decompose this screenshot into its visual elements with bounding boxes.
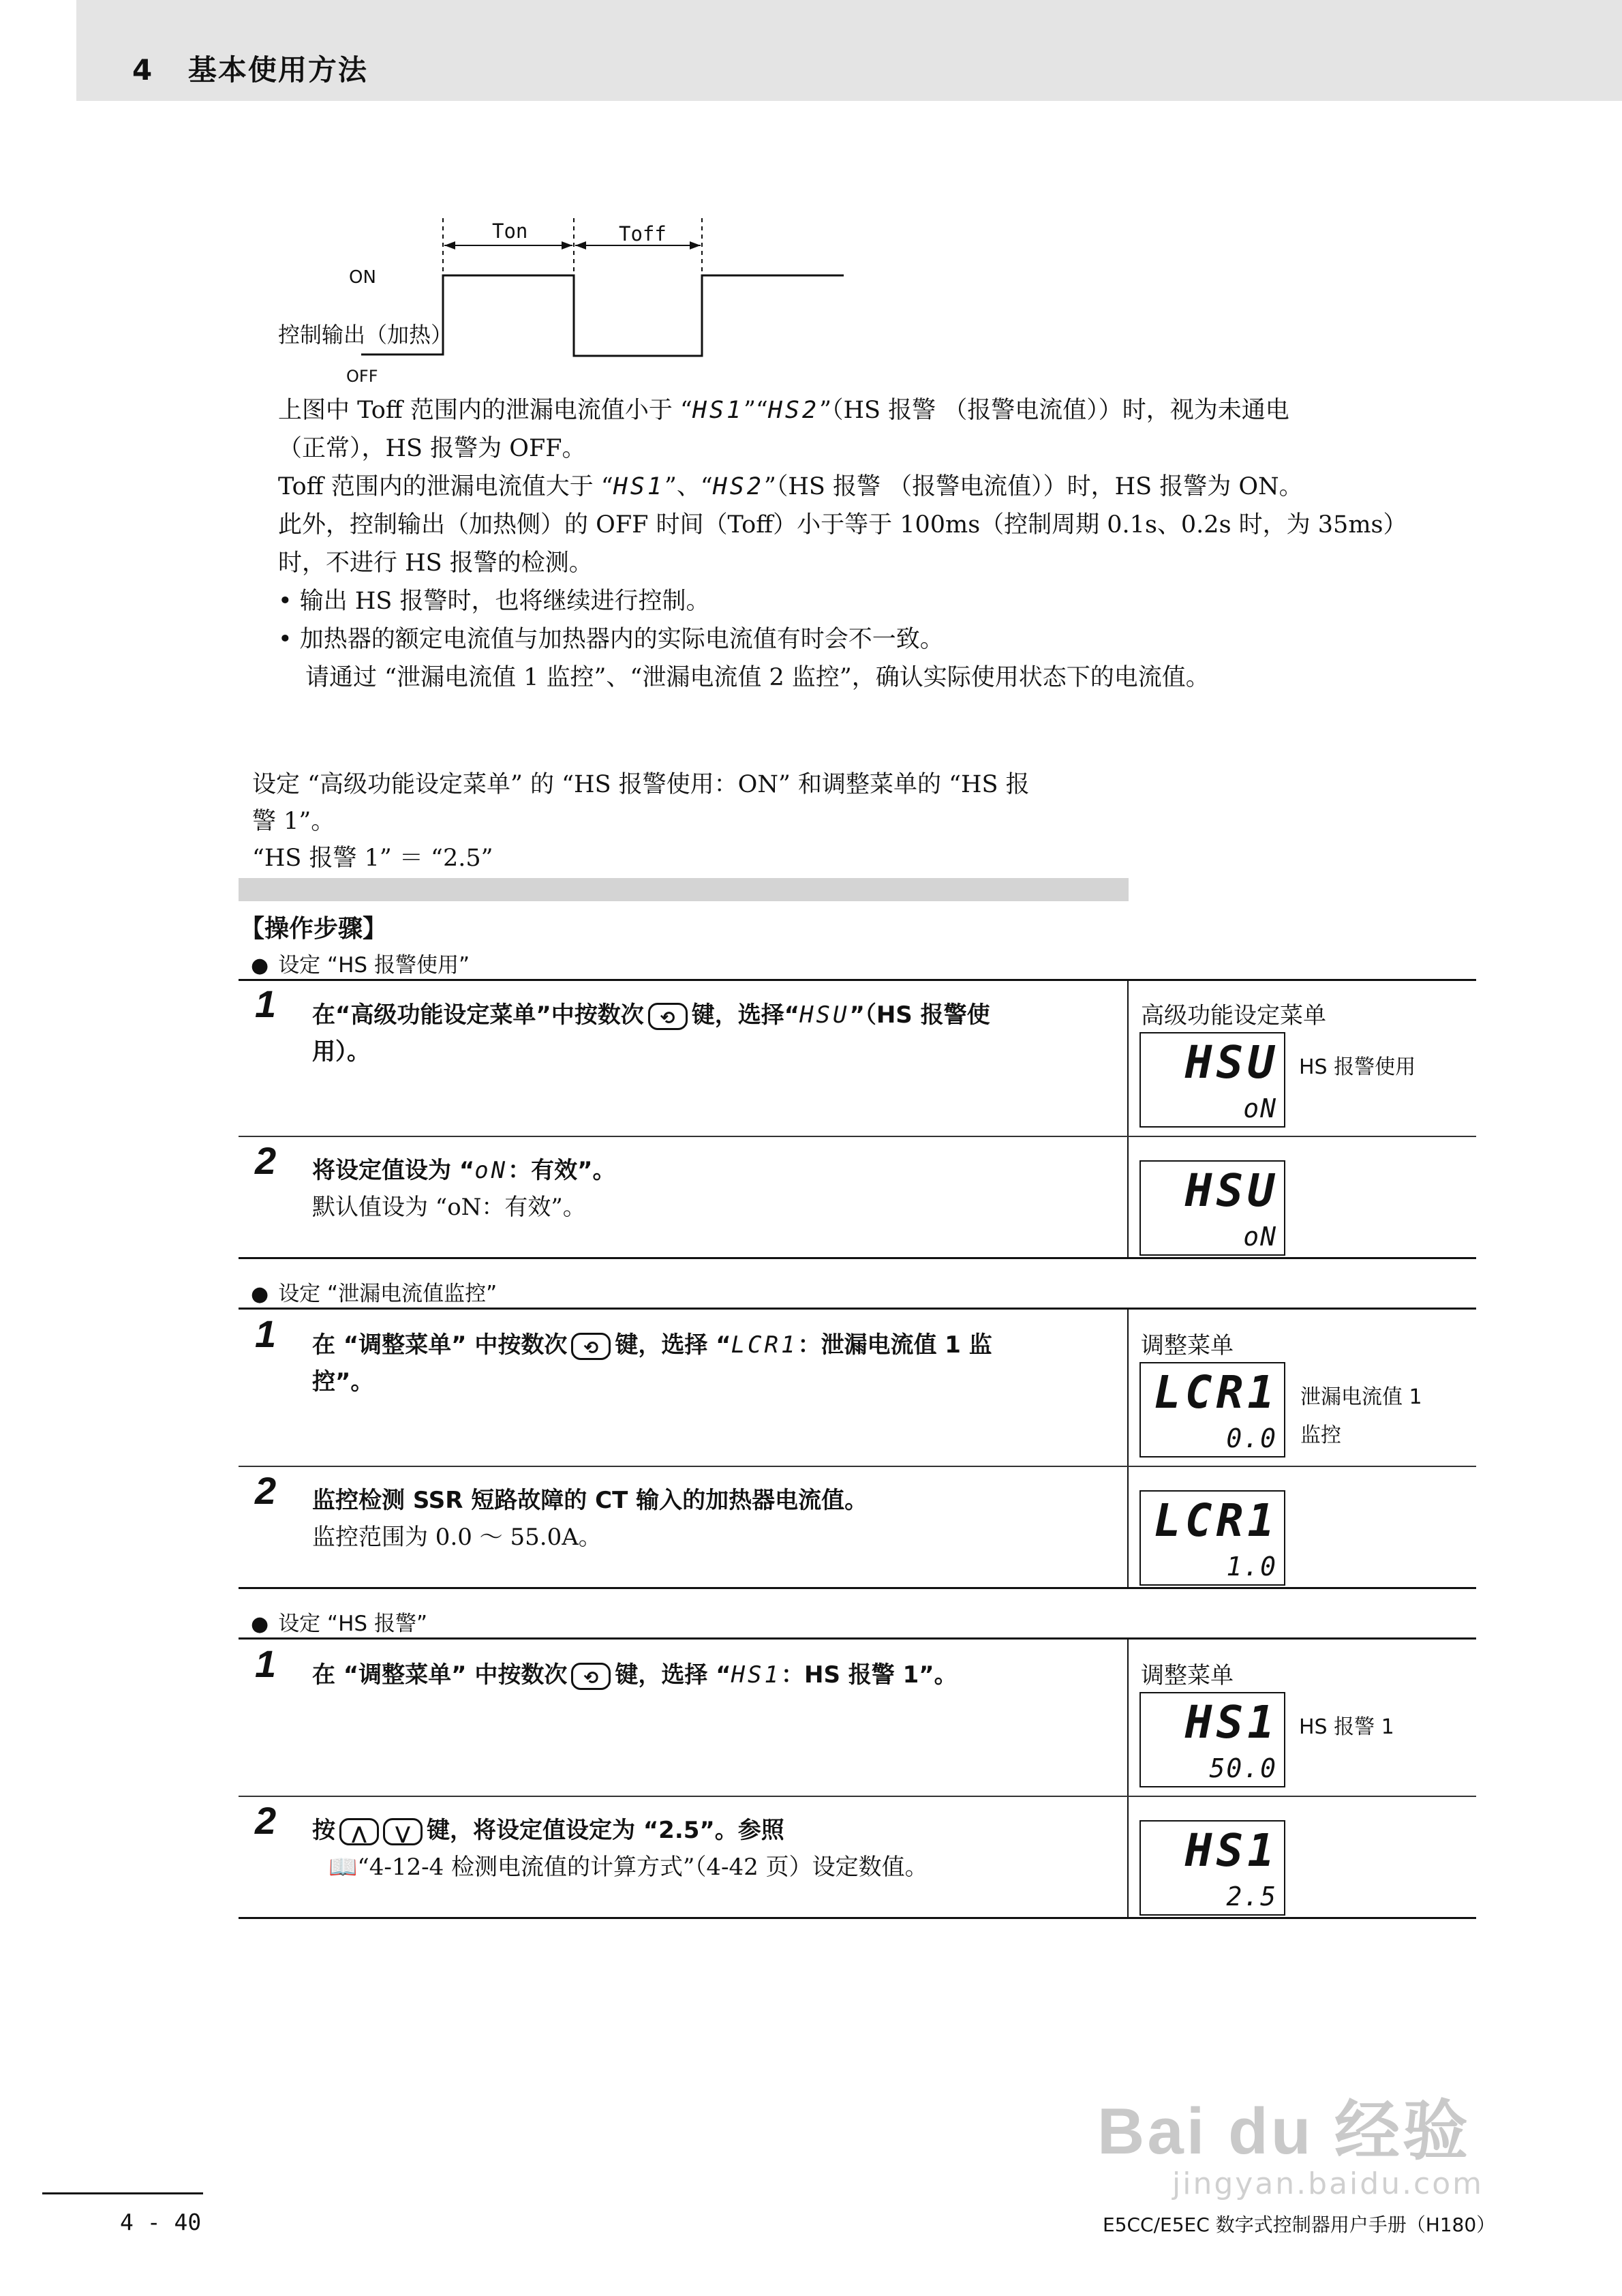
chapter-heading (132, 48, 368, 89)
section-title-hs-alarm: ● 设定 “HS 报警” (251, 1612, 428, 1636)
section-title-leak-monitor: ● 设定 “泄漏电流值监控” (251, 1282, 498, 1306)
paragraph-3: Toff 范围内的泄漏电流值大于 “HS1”、“HS2”（HS 报警 （报警电流值））时，HS 报警为 ON。 (278, 473, 1303, 500)
example-line-3: “HS 报警 1” ＝ “2.5” (252, 845, 493, 872)
toff-arrow-left (575, 241, 586, 250)
watermark-url: jingyan.baidu.com (1172, 2166, 1484, 2201)
book-icon: 📖 (328, 1854, 358, 1881)
lcd-display: LCR1 1.0 (1139, 1490, 1285, 1586)
lcd-display: HS1 2.5 (1139, 1820, 1285, 1916)
step-1-text: 在 “调整菜单” 中按数次 ⟲ 键，选择 “LCR1：泄漏电流值 1 监 控”。 (312, 1331, 992, 1395)
paragraph-1: 上图中 Toff 范围内的泄漏电流值小于 “HS1”“HS2”（HS 报警 （报警电流值））时，视为未通电 (278, 397, 1289, 424)
section1-top-rule (239, 979, 1476, 981)
watermark-logo: Bai du 经验 (1097, 2095, 1471, 2168)
section3-top-rule (239, 1637, 1476, 1640)
step-number: 2 (255, 1469, 277, 1512)
hs-alarm-explanation (278, 391, 1484, 697)
ton-label: Ton (492, 220, 528, 243)
bullet-2: • 加热器的额定电流值与加热器内的实际电流值有时会不一致。 (278, 626, 944, 653)
lcd-display: LCR1 0.0 (1139, 1362, 1285, 1457)
step-1-text: 在 “调整菜单” 中按数次 ⟲ 键，选择 “HS1：HS 报警 1”。 (312, 1661, 958, 1689)
menu-name: 调整菜单 (1141, 1662, 1234, 1689)
step-number: 2 (255, 1799, 277, 1842)
section2-divider (1127, 1309, 1129, 1587)
bullet-1: • 输出 HS 报警时，也将继续进行控制。 (278, 588, 710, 615)
section1-divider (1127, 980, 1129, 1257)
down-key-icon: ⋁ (383, 1818, 423, 1845)
paragraph-4: 此外，控制输出（加热侧）的 OFF 时间（Toff）小于等于 100ms（控制周期 0.1s、0.2s 时，为 35ms） (278, 511, 1407, 539)
toff-label: Toff (619, 222, 667, 245)
section-title-hs-use: ● 设定 “HS 报警使用” (251, 953, 470, 978)
page-number: 4 - 40 (120, 2209, 202, 2235)
toff-arrow-right (690, 241, 701, 250)
off-label: OFF (346, 367, 378, 386)
paragraph-2: （正常），HS 报警为 OFF。 (278, 435, 586, 462)
step-1-text: 在“高级功能设定菜单”中按数次 ⟲ 键，选择“HSU”（HS 报警使 用）。 (312, 1001, 990, 1066)
step-number: 1 (255, 1642, 277, 1685)
section2-top-rule (239, 1308, 1476, 1310)
lcd-display: HS1 50.0 (1139, 1692, 1285, 1787)
bullet-2-continued: 请通过 “泄漏电流值 1 监控”、“泄漏电流值 2 监控”，确认实际使用状态下的电流值。 (305, 664, 1210, 691)
step-2-text: 将设定值设为 “oN：有效”。 默认值设为 “oN：有效”。 (312, 1157, 616, 1221)
section1-bottom-rule (239, 1257, 1476, 1259)
step-2-text: 按 ⋀ ⋁ 键，将设定值设定为 “2.5”。参照 📖“4-12-4 检测电流值的计算方式”（4-42 页）设定数值。 (312, 1817, 928, 1881)
step-number: 2 (255, 1139, 277, 1182)
on-label: ON (349, 267, 376, 288)
step-number: 1 (255, 982, 277, 1025)
lcd-display: HSU oN (1139, 1032, 1285, 1128)
menu-name: 高级功能设定菜单 (1141, 1002, 1326, 1029)
footer-rule (42, 2192, 203, 2194)
section3-bottom-rule (239, 1917, 1476, 1919)
menu-name: 调整菜单 (1141, 1332, 1234, 1359)
lcd-display: HSU oN (1139, 1160, 1285, 1256)
ton-arrow-left (444, 241, 455, 250)
example-line-1: 设定 “高级功能设定菜单” 的 “HS 报警使用：ON” 和调整菜单的 “HS 报 (252, 771, 1030, 798)
up-key-icon: ⋀ (339, 1818, 379, 1845)
step-divider (239, 1796, 1476, 1797)
step-divider (239, 1136, 1476, 1137)
mode-key-icon: ⟲ (571, 1663, 611, 1690)
step-number: 1 (255, 1312, 277, 1355)
step-divider (239, 1466, 1476, 1467)
ton-arrow-right (562, 241, 572, 250)
chapter-title: 基本使用方法 (187, 53, 368, 87)
steps-title: 【操作步骤】 (240, 915, 388, 943)
step-2-text: 监控检测 SSR 短路故障的 CT 输入的加热器电流值。 监控范围为 0.0 ～ 55.0A。 (312, 1487, 868, 1551)
example-bar (239, 878, 1129, 901)
example-line-2: 警 1”。 (252, 808, 335, 835)
lcd-caption: HS 报警使用 (1299, 1055, 1416, 1079)
output-label: 控制输出（加热） (278, 322, 453, 348)
paragraph-5: 时，不进行 HS 报警的检测。 (278, 549, 593, 577)
example-box (252, 766, 1124, 877)
mode-key-icon: ⟲ (648, 1003, 688, 1030)
mode-key-icon: ⟲ (571, 1333, 611, 1360)
lcd-caption: HS 报警 1 (1299, 1715, 1394, 1739)
manual-title: E5CC/E5EC 数字式控制器用户手册（H180） (1103, 2214, 1496, 2236)
lcd-caption: 泄漏电流值 1 监控 (1300, 1385, 1422, 1447)
section3-divider (1127, 1639, 1129, 1917)
section2-bottom-rule (239, 1587, 1476, 1589)
chapter-number: 4 (132, 53, 154, 87)
